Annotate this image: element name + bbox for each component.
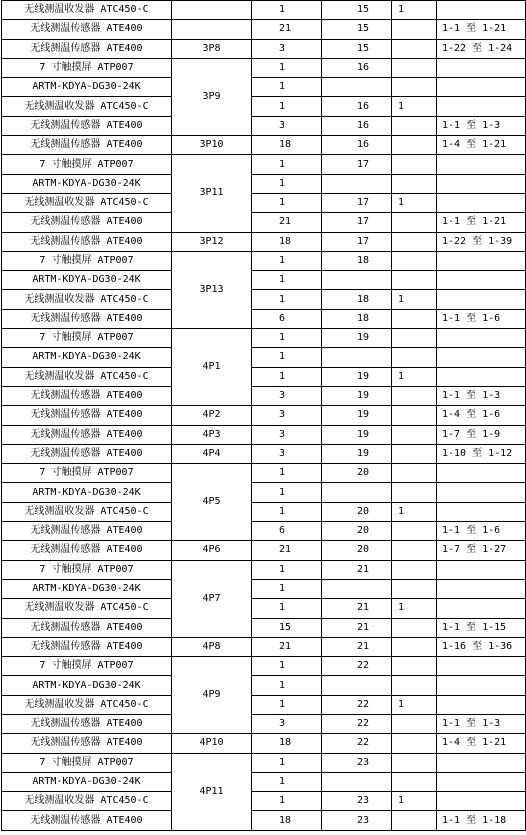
table-row: [2, 734, 526, 753]
quantity-cell: 1: [252, 464, 322, 483]
cabinet-location-cell: 4P1: [172, 329, 252, 406]
table-row: [2, 772, 526, 791]
cabinet-location-cell: 4P11: [172, 753, 252, 830]
device-name-cell: 无线测温收发器 ATC450-C: [2, 97, 172, 116]
sensor-range-cell: 1-1 至 1-3: [437, 714, 526, 733]
group-number-cell: 19: [322, 425, 392, 444]
quantity-cell: 1: [252, 174, 322, 193]
group-number-cell: 16: [322, 136, 392, 155]
table-row: [2, 618, 526, 637]
device-name-cell: 无线测温传感器 ATE400: [2, 136, 172, 155]
quantity-cell: 1: [252, 348, 322, 367]
sensor-range-cell: [437, 367, 526, 386]
group-number-cell: [322, 772, 392, 791]
quantity-cell: 3: [252, 116, 322, 135]
table-row: [2, 290, 526, 309]
sensor-range-cell: 1-1 至 1-6: [437, 522, 526, 541]
channel-cell: 1: [392, 193, 437, 212]
device-name-cell: 无线测温收发器 ATC450-C: [2, 290, 172, 309]
group-number-cell: 20: [322, 522, 392, 541]
channel-cell: 1: [392, 367, 437, 386]
sensor-range-cell: [437, 599, 526, 618]
table-row: [2, 1, 526, 20]
sensor-range-cell: [437, 271, 526, 290]
table-row: [2, 386, 526, 405]
channel-cell: [392, 271, 437, 290]
group-number-cell: 22: [322, 734, 392, 753]
group-number-cell: 21: [322, 560, 392, 579]
channel-cell: [392, 136, 437, 155]
group-number-cell: 19: [322, 444, 392, 463]
quantity-cell: 21: [252, 20, 322, 39]
device-name-cell: 无线测温收发器 ATC450-C: [2, 695, 172, 714]
device-name-cell: 无线测温传感器 ATE400: [2, 444, 172, 463]
quantity-cell: 1: [252, 560, 322, 579]
group-number-cell: 19: [322, 329, 392, 348]
sensor-range-cell: [437, 483, 526, 502]
channel-cell: 1: [392, 695, 437, 714]
channel-cell: [392, 309, 437, 328]
group-number-cell: 16: [322, 97, 392, 116]
cabinet-location-cell: 3P12: [172, 232, 252, 251]
sensor-range-cell: 1-7 至 1-9: [437, 425, 526, 444]
channel-cell: [392, 560, 437, 579]
channel-cell: [392, 483, 437, 502]
device-name-cell: ARTM-KDYA-DG30-24K: [2, 348, 172, 367]
quantity-cell: 1: [252, 251, 322, 270]
table-row: [2, 232, 526, 251]
channel-cell: [392, 464, 437, 483]
channel-cell: [392, 676, 437, 695]
device-name-cell: 无线测温传感器 ATE400: [2, 618, 172, 637]
table-row: [2, 406, 526, 425]
sensor-range-cell: [437, 753, 526, 772]
group-number-cell: 17: [322, 213, 392, 232]
group-number-cell: 22: [322, 657, 392, 676]
device-name-cell: 无线测温传感器 ATE400: [2, 116, 172, 135]
quantity-cell: 3: [252, 386, 322, 405]
channel-cell: [392, 348, 437, 367]
quantity-cell: 1: [252, 193, 322, 212]
group-number-cell: [322, 174, 392, 193]
table-row: [2, 20, 526, 39]
quantity-cell: 21: [252, 213, 322, 232]
channel-cell: [392, 657, 437, 676]
quantity-cell: 6: [252, 309, 322, 328]
sensor-range-cell: 1-4 至 1-6: [437, 406, 526, 425]
group-number-cell: 18: [322, 290, 392, 309]
device-name-cell: 无线测温收发器 ATC450-C: [2, 367, 172, 386]
channel-cell: [392, 58, 437, 77]
quantity-cell: 1: [252, 290, 322, 309]
table-row: [2, 193, 526, 212]
sensor-range-cell: [437, 97, 526, 116]
channel-cell: 1: [392, 97, 437, 116]
quantity-cell: 6: [252, 522, 322, 541]
group-number-cell: [322, 579, 392, 598]
quantity-cell: 1: [252, 155, 322, 174]
sensor-range-cell: 1-16 至 1-36: [437, 637, 526, 656]
group-number-cell: [322, 78, 392, 97]
channel-cell: [392, 116, 437, 135]
table-row: [2, 58, 526, 77]
sensor-range-cell: [437, 502, 526, 521]
table-row: [2, 155, 526, 174]
channel-cell: [392, 213, 437, 232]
cabinet-location-cell: [172, 20, 252, 39]
channel-cell: [392, 425, 437, 444]
table-row: [2, 502, 526, 521]
table-row: [2, 676, 526, 695]
channel-cell: 1: [392, 792, 437, 811]
table-row: [2, 637, 526, 656]
quantity-cell: 21: [252, 637, 322, 656]
sensor-range-cell: 1-4 至 1-21: [437, 734, 526, 753]
group-number-cell: 17: [322, 155, 392, 174]
device-name-cell: 无线测温传感器 ATE400: [2, 406, 172, 425]
device-name-cell: 无线测温传感器 ATE400: [2, 309, 172, 328]
table-row: [2, 579, 526, 598]
table-row: [2, 792, 526, 811]
device-name-cell: 7 寸触摸屏 ATP007: [2, 753, 172, 772]
sensor-range-cell: [437, 695, 526, 714]
sensor-range-cell: [437, 657, 526, 676]
quantity-cell: 1: [252, 676, 322, 695]
table-row: [2, 251, 526, 270]
sensor-range-cell: [437, 58, 526, 77]
sensor-range-cell: 1-22 至 1-39: [437, 232, 526, 251]
quantity-cell: 3: [252, 714, 322, 733]
group-number-cell: 23: [322, 753, 392, 772]
device-name-cell: 无线测温传感器 ATE400: [2, 637, 172, 656]
sensor-range-cell: [437, 193, 526, 212]
device-name-cell: ARTM-KDYA-DG30-24K: [2, 772, 172, 791]
quantity-cell: 18: [252, 734, 322, 753]
device-name-cell: 无线测温传感器 ATE400: [2, 734, 172, 753]
table-row: [2, 695, 526, 714]
cabinet-location-cell: 4P8: [172, 637, 252, 656]
channel-cell: [392, 753, 437, 772]
channel-cell: [392, 772, 437, 791]
table-row: [2, 348, 526, 367]
device-name-cell: 无线测温传感器 ATE400: [2, 522, 172, 541]
channel-cell: [392, 174, 437, 193]
group-number-cell: 16: [322, 58, 392, 77]
channel-cell: [392, 811, 437, 830]
equipment-table: [1, 0, 526, 831]
channel-cell: [392, 386, 437, 405]
group-number-cell: 19: [322, 386, 392, 405]
channel-cell: 1: [392, 599, 437, 618]
cabinet-location-cell: 4P3: [172, 425, 252, 444]
sensor-range-cell: [437, 251, 526, 270]
group-number-cell: [322, 676, 392, 695]
quantity-cell: 1: [252, 483, 322, 502]
device-name-cell: ARTM-KDYA-DG30-24K: [2, 271, 172, 290]
group-number-cell: 17: [322, 193, 392, 212]
device-name-cell: 无线测温传感器 ATE400: [2, 541, 172, 560]
quantity-cell: 3: [252, 444, 322, 463]
device-name-cell: ARTM-KDYA-DG30-24K: [2, 676, 172, 695]
sensor-range-cell: 1-1 至 1-18: [437, 811, 526, 830]
quantity-cell: 1: [252, 657, 322, 676]
table-row: [2, 599, 526, 618]
group-number-cell: 21: [322, 618, 392, 637]
quantity-cell: 1: [252, 502, 322, 521]
quantity-cell: 18: [252, 136, 322, 155]
device-name-cell: 无线测温传感器 ATE400: [2, 232, 172, 251]
channel-cell: [392, 579, 437, 598]
table-row: [2, 367, 526, 386]
sensor-range-cell: 1-1 至 1-15: [437, 618, 526, 637]
device-name-cell: 7 寸触摸屏 ATP007: [2, 58, 172, 77]
channel-cell: [392, 541, 437, 560]
sensor-range-cell: 1-1 至 1-6: [437, 309, 526, 328]
sensor-range-cell: [437, 78, 526, 97]
table-row: [2, 464, 526, 483]
cabinet-location-cell: 3P13: [172, 251, 252, 328]
quantity-cell: 15: [252, 618, 322, 637]
device-name-cell: ARTM-KDYA-DG30-24K: [2, 483, 172, 502]
device-name-cell: 无线测温传感器 ATE400: [2, 20, 172, 39]
channel-cell: [392, 734, 437, 753]
sensor-range-cell: [437, 174, 526, 193]
group-number-cell: 15: [322, 39, 392, 58]
cabinet-location-cell: 3P9: [172, 58, 252, 135]
quantity-cell: 21: [252, 541, 322, 560]
quantity-cell: 1: [252, 78, 322, 97]
group-number-cell: [322, 483, 392, 502]
device-name-cell: 无线测温收发器 ATC450-C: [2, 599, 172, 618]
channel-cell: 1: [392, 502, 437, 521]
sensor-range-cell: [437, 329, 526, 348]
table-row: [2, 560, 526, 579]
quantity-cell: 1: [252, 58, 322, 77]
quantity-cell: 1: [252, 367, 322, 386]
table-body: [2, 1, 526, 831]
table-row: [2, 329, 526, 348]
sensor-range-cell: [437, 464, 526, 483]
device-name-cell: ARTM-KDYA-DG30-24K: [2, 579, 172, 598]
device-name-cell: 无线测温收发器 ATC450-C: [2, 1, 172, 20]
sensor-range-cell: 1-10 至 1-12: [437, 444, 526, 463]
quantity-cell: 18: [252, 232, 322, 251]
channel-cell: [392, 78, 437, 97]
table-row: [2, 541, 526, 560]
quantity-cell: 1: [252, 97, 322, 116]
table-row: [2, 309, 526, 328]
cabinet-location-cell: 3P10: [172, 136, 252, 155]
channel-cell: [392, 618, 437, 637]
quantity-cell: 1: [252, 579, 322, 598]
device-name-cell: 7 寸触摸屏 ATP007: [2, 155, 172, 174]
cabinet-location-cell: [172, 1, 252, 20]
table-row: [2, 657, 526, 676]
channel-cell: [392, 155, 437, 174]
channel-cell: [392, 444, 437, 463]
sensor-range-cell: 1-1 至 1-21: [437, 213, 526, 232]
device-name-cell: 7 寸触摸屏 ATP007: [2, 464, 172, 483]
group-number-cell: 19: [322, 367, 392, 386]
quantity-cell: 1: [252, 1, 322, 20]
device-name-cell: 无线测温传感器 ATE400: [2, 811, 172, 830]
sensor-range-cell: [437, 560, 526, 579]
table-row: [2, 425, 526, 444]
quantity-cell: 18: [252, 811, 322, 830]
group-number-cell: [322, 271, 392, 290]
group-number-cell: 23: [322, 811, 392, 830]
device-name-cell: 无线测温传感器 ATE400: [2, 386, 172, 405]
device-name-cell: ARTM-KDYA-DG30-24K: [2, 174, 172, 193]
group-number-cell: 20: [322, 502, 392, 521]
sensor-range-cell: 1-22 至 1-24: [437, 39, 526, 58]
quantity-cell: 1: [252, 792, 322, 811]
channel-cell: 1: [392, 290, 437, 309]
table-row: [2, 753, 526, 772]
channel-cell: [392, 20, 437, 39]
channel-cell: 1: [392, 1, 437, 20]
device-name-cell: ARTM-KDYA-DG30-24K: [2, 78, 172, 97]
table-row: [2, 811, 526, 830]
table-row: [2, 444, 526, 463]
device-name-cell: 无线测温传感器 ATE400: [2, 213, 172, 232]
sensor-range-cell: [437, 792, 526, 811]
table-row: [2, 522, 526, 541]
group-number-cell: 19: [322, 406, 392, 425]
table-row: [2, 78, 526, 97]
group-number-cell: 22: [322, 714, 392, 733]
channel-cell: [392, 251, 437, 270]
device-name-cell: 7 寸触摸屏 ATP007: [2, 657, 172, 676]
group-number-cell: 18: [322, 309, 392, 328]
cabinet-location-cell: 4P6: [172, 541, 252, 560]
cabinet-location-cell: 3P11: [172, 155, 252, 232]
table-row: [2, 483, 526, 502]
channel-cell: [392, 406, 437, 425]
sensor-range-cell: 1-1 至 1-21: [437, 20, 526, 39]
group-number-cell: 21: [322, 599, 392, 618]
device-name-cell: 无线测温收发器 ATC450-C: [2, 193, 172, 212]
cabinet-location-cell: 3P8: [172, 39, 252, 58]
sensor-range-cell: [437, 579, 526, 598]
table-row: [2, 213, 526, 232]
channel-cell: [392, 39, 437, 58]
table-row: [2, 174, 526, 193]
table-row: [2, 39, 526, 58]
channel-cell: [392, 714, 437, 733]
sensor-range-cell: 1-1 至 1-3: [437, 386, 526, 405]
sensor-range-cell: 1-1 至 1-3: [437, 116, 526, 135]
sensor-range-cell: 1-7 至 1-27: [437, 541, 526, 560]
cabinet-location-cell: 4P7: [172, 560, 252, 637]
group-number-cell: [322, 348, 392, 367]
cabinet-location-cell: 4P9: [172, 657, 252, 734]
sensor-range-cell: [437, 155, 526, 174]
group-number-cell: 22: [322, 695, 392, 714]
device-name-cell: 无线测温传感器 ATE400: [2, 39, 172, 58]
sensor-range-cell: [437, 676, 526, 695]
group-number-cell: 17: [322, 232, 392, 251]
quantity-cell: 1: [252, 772, 322, 791]
cabinet-location-cell: 4P4: [172, 444, 252, 463]
quantity-cell: 3: [252, 39, 322, 58]
sensor-range-cell: [437, 1, 526, 20]
table-row: [2, 271, 526, 290]
quantity-cell: 1: [252, 271, 322, 290]
quantity-cell: 1: [252, 599, 322, 618]
quantity-cell: 3: [252, 406, 322, 425]
group-number-cell: 15: [322, 20, 392, 39]
group-number-cell: 18: [322, 251, 392, 270]
cabinet-location-cell: 4P5: [172, 464, 252, 541]
channel-cell: [392, 232, 437, 251]
group-number-cell: 20: [322, 541, 392, 560]
device-name-cell: 无线测温传感器 ATE400: [2, 425, 172, 444]
group-number-cell: 16: [322, 116, 392, 135]
group-number-cell: 23: [322, 792, 392, 811]
sensor-range-cell: [437, 772, 526, 791]
quantity-cell: 1: [252, 753, 322, 772]
device-name-cell: 无线测温收发器 ATC450-C: [2, 792, 172, 811]
channel-cell: [392, 522, 437, 541]
device-name-cell: 无线测温传感器 ATE400: [2, 714, 172, 733]
device-name-cell: 7 寸触摸屏 ATP007: [2, 329, 172, 348]
group-number-cell: 21: [322, 637, 392, 656]
table-row: [2, 97, 526, 116]
sensor-range-cell: [437, 290, 526, 309]
table-row: [2, 714, 526, 733]
cabinet-location-cell: 4P2: [172, 406, 252, 425]
quantity-cell: 1: [252, 329, 322, 348]
channel-cell: [392, 329, 437, 348]
table-row: [2, 116, 526, 135]
group-number-cell: 20: [322, 464, 392, 483]
cabinet-location-cell: 4P10: [172, 734, 252, 753]
quantity-cell: 3: [252, 425, 322, 444]
table-row: [2, 136, 526, 155]
sensor-range-cell: 1-4 至 1-21: [437, 136, 526, 155]
group-number-cell: 15: [322, 1, 392, 20]
device-name-cell: 7 寸触摸屏 ATP007: [2, 251, 172, 270]
device-name-cell: 7 寸触摸屏 ATP007: [2, 560, 172, 579]
sensor-range-cell: [437, 348, 526, 367]
quantity-cell: 1: [252, 695, 322, 714]
device-name-cell: 无线测温收发器 ATC450-C: [2, 502, 172, 521]
channel-cell: [392, 637, 437, 656]
